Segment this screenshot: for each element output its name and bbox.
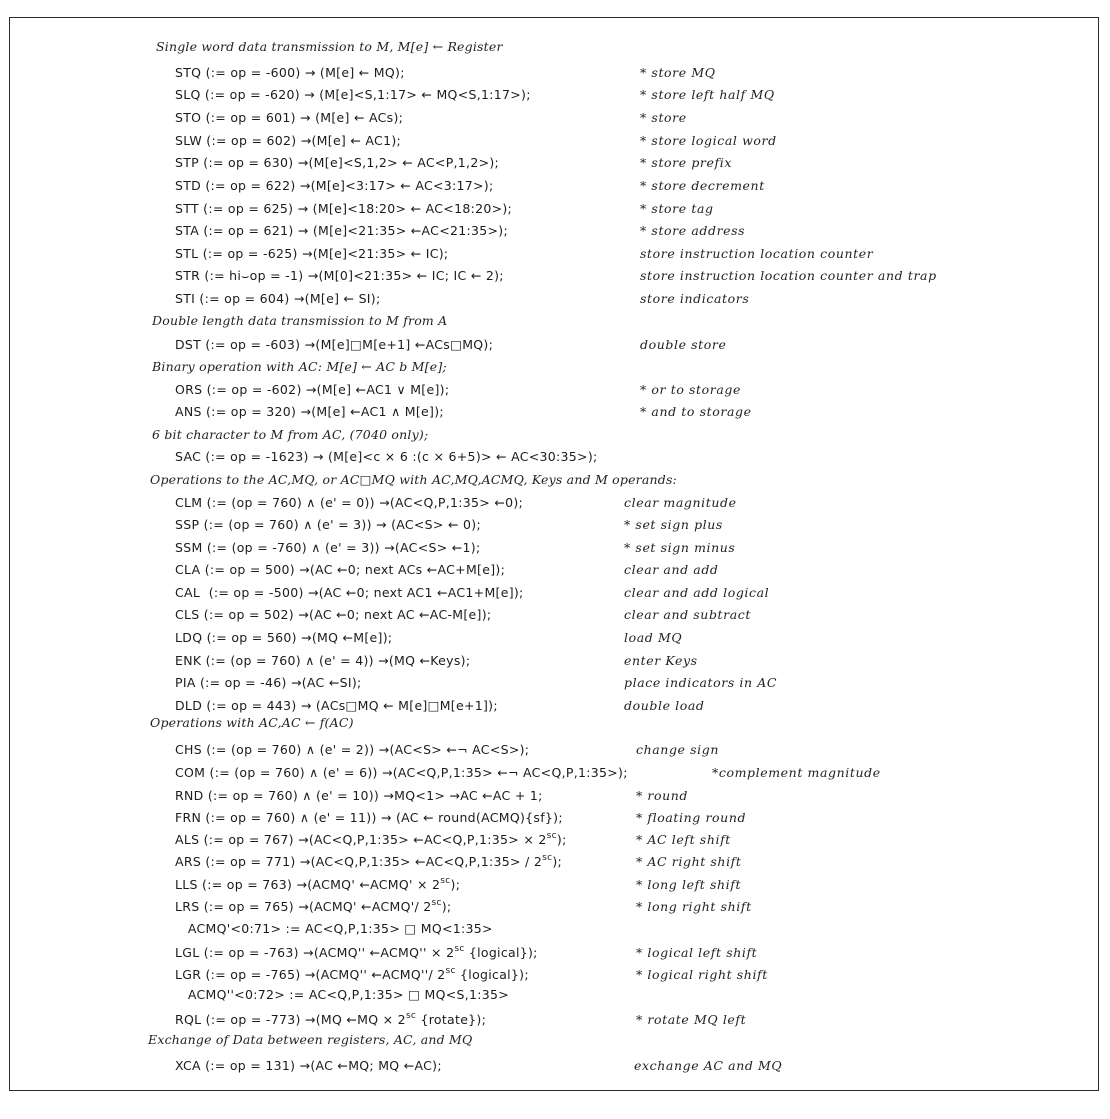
instruction-code: LGR (:= op = -765) →(ACMQ'' ←ACMQ''/ 2	[175, 967, 446, 982]
instruction-code: ORS (:= op = -602) →(M[e] ←AC1 ∨ M[e]);	[175, 382, 450, 397]
instruction-definition	[175, 1011, 486, 1029]
instruction-code: ACMQ''<0:72> := AC<Q,P,1:35> □ MQ<S,1:35>	[175, 987, 510, 1002]
instruction-code-tail: );	[441, 899, 452, 914]
instruction-definition	[175, 986, 509, 1004]
instruction-definition	[175, 606, 491, 624]
instruction-code: ENK (:= (op = 760) ∧ (e' = 4)) →(MQ ←Keys);	[175, 653, 471, 668]
instruction-code: LLS (:= op = 763) →(ACMQ' ←ACMQ' × 2	[175, 877, 441, 892]
instruction-code: LGL (:= op = -763) →(ACMQ'' ←ACMQ'' × 2	[175, 945, 455, 960]
figure-border	[9, 17, 1099, 1091]
instruction-definition	[175, 898, 451, 916]
instruction-code-tail: );	[556, 832, 567, 847]
section-header: Single word data transmission to M, M[e] ← Register	[156, 39, 503, 54]
instruction-definition	[175, 764, 628, 782]
instruction-definition	[175, 448, 598, 466]
exponent: sc	[542, 853, 553, 863]
instruction-code: DST (:= op = -603) →(M[e]□M[e+1] ←ACs□MQ);	[175, 337, 494, 352]
instruction-definition	[175, 200, 512, 218]
instruction-comment: * store	[640, 110, 687, 125]
instruction-code: SLQ (:= op = -620) → (M[e]<S,1:17> ← MQ<S,1:17>);	[175, 87, 531, 102]
instruction-definition	[175, 516, 481, 534]
instruction-comment: * AC right shift	[636, 854, 742, 869]
instruction-comment: * set sign minus	[624, 540, 736, 555]
instruction-code-tail: {logical});	[455, 967, 529, 982]
instruction-definition	[175, 267, 504, 285]
instruction-code-tail: );	[450, 877, 461, 892]
instruction-definition	[175, 561, 505, 579]
instruction-comment: clear magnitude	[624, 495, 737, 510]
instruction-code: CLS (:= op = 502) →(AC ←0; next AC ←AC-M[e]);	[175, 607, 492, 622]
instruction-definition	[175, 290, 381, 308]
instruction-comment: * rotate MQ left	[636, 1012, 747, 1027]
instruction-code: STQ (:= op = -600) → (M[e] ← MQ);	[175, 65, 405, 80]
instruction-definition	[175, 494, 523, 512]
instruction-code: RND (:= op = 760) ∧ (e' = 10)) →MQ<1> →AC ←AC + 1;	[175, 788, 543, 803]
instruction-definition	[175, 539, 480, 557]
instruction-comment: * store tag	[640, 201, 714, 216]
instruction-code: STT (:= op = 625) → (M[e]<18:20> ← AC<18:20>);	[175, 201, 513, 216]
instruction-comment: * long right shift	[636, 899, 752, 914]
instruction-comment: * logical left shift	[636, 945, 758, 960]
instruction-definition	[175, 629, 392, 647]
instruction-definition	[175, 177, 494, 195]
instruction-code: SSP (:= (op = 760) ∧ (e' = 3)) → (AC<S> ← 0);	[175, 517, 481, 532]
instruction-comment: change sign	[636, 742, 719, 757]
instruction-code: STI (:= op = 604) →(M[e] ← SI);	[175, 291, 381, 306]
instruction-definition	[175, 64, 405, 82]
instruction-code-tail: {logical});	[464, 945, 538, 960]
instruction-definition	[175, 336, 493, 354]
exponent: sc	[546, 831, 557, 841]
instruction-comment: * store left half MQ	[640, 87, 775, 102]
instruction-comment: exchange AC and MQ	[634, 1058, 783, 1073]
section-header: Operations with AC,AC ← f(AC)	[150, 715, 354, 730]
instruction-definition	[175, 109, 403, 127]
instruction-comment: * store MQ	[640, 65, 716, 80]
instruction-comment: store instruction location counter and trap	[640, 268, 937, 283]
exponent: sc	[440, 876, 451, 886]
instruction-definition	[175, 381, 449, 399]
instruction-code: STL (:= op = -625) →(M[e]<21:35> ← IC);	[175, 246, 449, 261]
instruction-definition	[175, 876, 460, 894]
instruction-comment: clear and add	[624, 562, 719, 577]
instruction-code: CLM (:= (op = 760) ∧ (e' = 0)) →(AC<Q,P,1:35> ←0);	[175, 495, 524, 510]
instruction-code: DLD (:= op = 443) → (ACs□MQ ← M[e]□M[e+1]);	[175, 698, 498, 713]
instruction-comment: * AC left shift	[636, 832, 731, 847]
instruction-definition	[175, 154, 499, 172]
instruction-code-tail: {rotate});	[416, 1012, 487, 1027]
instruction-code: CAL (:= op = -500) →(AC ←0; next AC1 ←AC1+M[e]);	[175, 585, 524, 600]
section-header: Exchange of Data between registers, AC, and MQ	[148, 1032, 473, 1047]
instruction-code: PIA (:= op = -46) →(AC ←SI);	[175, 675, 362, 690]
instruction-definition	[175, 809, 563, 827]
instruction-definition	[175, 584, 524, 602]
instruction-definition	[175, 86, 531, 104]
instruction-definition	[175, 674, 362, 692]
instruction-comment: * store address	[640, 223, 746, 238]
instruction-definition	[175, 222, 508, 240]
instruction-comment: * round	[636, 788, 689, 803]
instruction-comment: store instruction location counter	[640, 246, 874, 261]
instruction-code-tail: );	[552, 854, 563, 869]
instruction-definition	[175, 944, 538, 962]
instruction-definition	[175, 920, 493, 938]
instruction-code: CHS (:= (op = 760) ∧ (e' = 2)) →(AC<S> ←¬ AC<S>);	[175, 742, 530, 757]
instruction-comment: * logical right shift	[636, 967, 768, 982]
instruction-comment: clear and add logical	[624, 585, 770, 600]
instruction-code: ANS (:= op = 320) →(M[e] ←AC1 ∧ M[e]);	[175, 404, 444, 419]
instruction-comment: * or to storage	[640, 382, 742, 397]
exponent: sc	[431, 898, 442, 908]
instruction-code: FRN (:= op = 760) ∧ (e' = 11)) → (AC ← round(ACMQ){sf});	[175, 810, 563, 825]
instruction-comment: * long left shift	[636, 877, 742, 892]
instruction-comment: clear and subtract	[624, 607, 752, 622]
section-header: Double length data transmission to M from A	[152, 313, 448, 328]
instruction-comment: * store decrement	[640, 178, 765, 193]
instruction-code: ALS (:= op = 767) →(AC<Q,P,1:35> ←AC<Q,P,1:35> × 2	[175, 832, 547, 847]
instruction-code: ARS (:= op = 771) →(AC<Q,P,1:35> ←AC<Q,P,1:35> / 2	[175, 854, 543, 869]
instruction-comment: * floating round	[636, 810, 747, 825]
instruction-code: STD (:= op = 622) →(M[e]<3:17> ← AC<3:17>);	[175, 178, 494, 193]
instruction-comment: double store	[640, 337, 727, 352]
instruction-code: CLA (:= op = 500) →(AC ←0; next ACs ←AC+M[e]);	[175, 562, 506, 577]
instruction-definition	[175, 831, 567, 849]
instruction-definition	[175, 787, 543, 805]
section-header: 6 bit character to M from AC, (7040 only);	[152, 427, 429, 442]
instruction-comment: double load	[624, 698, 705, 713]
instruction-comment: * store prefix	[640, 155, 732, 170]
instruction-definition	[175, 652, 470, 670]
instruction-code: ACMQ'<0:71> := AC<Q,P,1:35> □ MQ<1:35>	[175, 921, 493, 936]
instruction-code: COM (:= (op = 760) ∧ (e' = 6)) →(AC<Q,P,1:35> ←¬ AC<Q,P,1:35>);	[175, 765, 628, 780]
instruction-code: STR (:= hi⌣op = -1) →(M[0]<21:35> ← IC; IC ← 2);	[175, 268, 504, 283]
instruction-definition	[175, 132, 401, 150]
instruction-code: SAC (:= op = -1623) → (M[e]<c × 6 :(c × 6+5)> ← AC<30:35>);	[175, 449, 598, 464]
instruction-definition	[175, 853, 562, 871]
instruction-code: LRS (:= op = 765) →(ACMQ' ←ACMQ'/ 2	[175, 899, 432, 914]
instruction-comment: enter Keys	[624, 653, 698, 668]
instruction-definition	[175, 1057, 442, 1075]
instruction-definition	[175, 403, 444, 421]
instruction-code: STA (:= op = 621) → (M[e]<21:35> ←AC<21:35>);	[175, 223, 508, 238]
instruction-definition	[175, 741, 529, 759]
instruction-definition	[175, 966, 529, 984]
instruction-code: SLW (:= op = 602) →(M[e] ← AC1);	[175, 133, 402, 148]
instruction-code: LDQ (:= op = 560) →(MQ ←M[e]);	[175, 630, 393, 645]
instruction-comment: * set sign plus	[624, 517, 723, 532]
instruction-code: XCA (:= op = 131) →(AC ←MQ; MQ ←AC);	[175, 1058, 442, 1073]
instruction-code: STO (:= op = 601) → (M[e] ← ACs);	[175, 110, 404, 125]
instruction-definition	[175, 697, 498, 715]
exponent: sc	[405, 1011, 417, 1021]
instruction-comment: store indicators	[640, 291, 750, 306]
instruction-comment: place indicators in AC	[624, 675, 778, 690]
instruction-code: SSM (:= (op = -760) ∧ (e' = 3)) →(AC<S> ←1);	[175, 540, 481, 555]
exponent: sc	[445, 966, 456, 976]
instruction-comment: * and to storage	[640, 404, 752, 419]
instruction-code: RQL (:= op = -773) →(MQ ←MQ × 2	[175, 1012, 406, 1027]
instruction-code: STP (:= op = 630) →(M[e]<S,1,2> ← AC<P,1,2>);	[175, 155, 500, 170]
section-header: Binary operation with AC: M[e] ← AC b M[e];	[152, 359, 447, 374]
instruction-comment: load MQ	[624, 630, 683, 645]
instruction-comment: * store logical word	[640, 133, 777, 148]
instruction-definition	[175, 245, 448, 263]
exponent: sc	[454, 944, 465, 954]
section-header: Operations to the AC,MQ, or AC□MQ with AC,MQ,ACMQ, Keys and M operands:	[150, 472, 677, 487]
instruction-comment: *complement magnitude	[712, 765, 881, 780]
